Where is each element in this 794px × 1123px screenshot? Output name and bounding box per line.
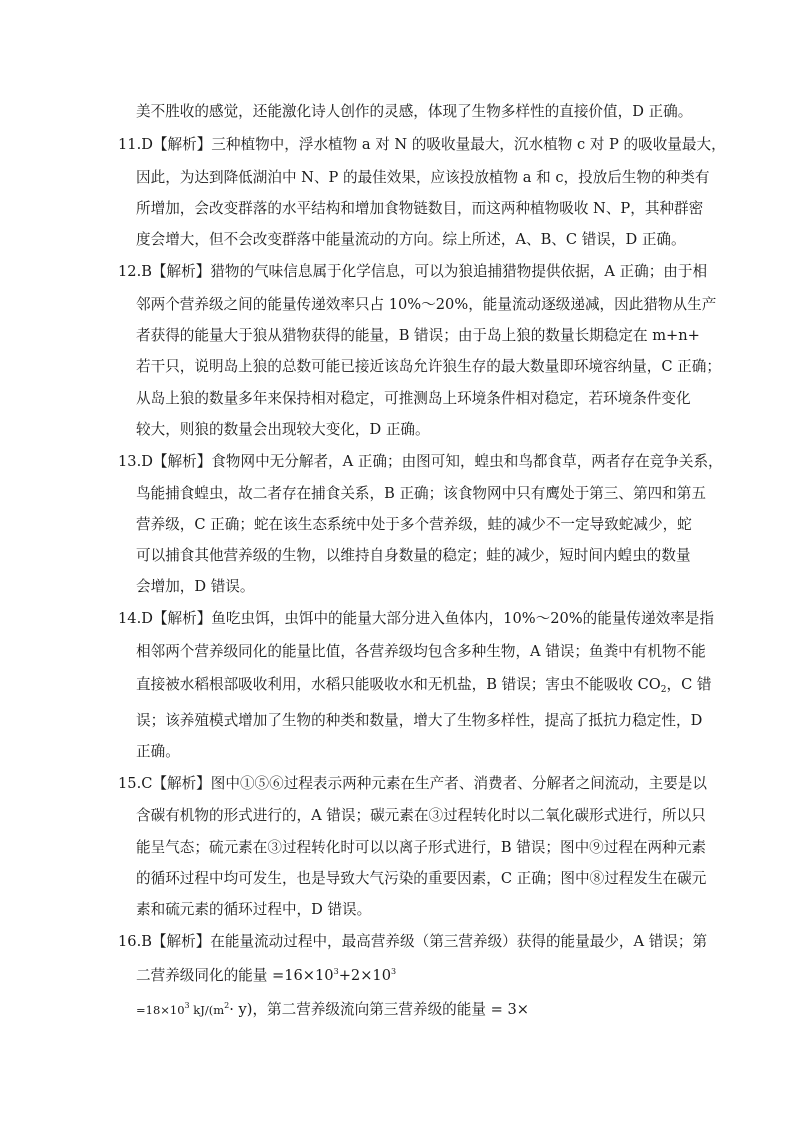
text-line: 误；该养殖模式增加了生物的种类和数量，增大了生物多样性，提高了抵抗力稳定性，D	[136, 712, 703, 729]
superscript-2: 2	[224, 1001, 230, 1010]
text-line: 若干只，说明岛上狼的总数可能已接近该岛允许狼生存的最大数量即环境容纳量，C 正确；	[136, 358, 721, 375]
text-line: 素和硫元素的循环过程中，D 错误。	[136, 901, 372, 918]
answer-13-line: 13.D【解析】食物网中无分解者，A 正确；由图可知，蝗虫和鸟都食草，两者存在竞争关系，	[118, 453, 723, 470]
text-line: 可以捕食其他营养级的生物，以维持自身数量的稳定；蛙的减少，短时间内蝗虫的数量	[136, 547, 691, 564]
superscript-3: 3	[391, 967, 397, 976]
text-line: 相邻两个营养级同化的能量比值，各营养级均包含多种生物，A 错误；鱼粪中有机物不能	[136, 643, 706, 660]
answer-15-line: 15.C【解析】图中①⑤⑥过程表示两种元素在生产者、消费者、分解者之间流动，主要是以	[118, 775, 707, 792]
answer-12-line: 12.B【解析】猎物的气味信息属于化学信息，可以为狼追捕猎物提供依据，A 正确；由于相	[118, 263, 708, 280]
text-line: 度会增大，但不会改变群落中能量流动的方向。综上所述，A、B、C 错误，D 正确。	[136, 231, 686, 248]
text-line: 美不胜收的感觉，还能激化诗人创作的灵感，体现了生物多样性的直接价值，D 正确。	[136, 103, 693, 120]
text-line: 营养级，C 正确；蛇在该生态系统中处于多个营养级，蛙的减少不一定导致蛇减少，蛇	[136, 516, 692, 533]
text-line: 的循环过程中均可发生，也是导致大气污染的重要因素，C 正确；图中⑧过程发生在碳元	[136, 870, 707, 887]
text-line: 鸟能捕食蝗虫，故二者存在捕食关系，B 正确；该食物网中只有鹰处于第三、第四和第五	[136, 485, 706, 502]
answer-11-line: 11.D【解析】三种植物中，浮水植物 a 对 N 的吸收量最大，沉水植物 c 对 P 的吸收量最大，	[118, 136, 726, 153]
text-line-co2: 直接被水稻根部吸收利用，水稻只能吸收水和无机盐，B 错误；害虫不能吸收 $CO_2$，C 错	[136, 676, 712, 695]
text-line: 会增加，D 错误。	[136, 578, 255, 595]
text-line: 含碳有机物的形式进行的，A 错误；碳元素在③过程转化时以二氧化碳形式进行，所以只	[136, 807, 706, 824]
superscript-3: 3	[184, 1001, 190, 1010]
formula-line: $=18\times 10^3$ $kJ/(m^2\cdot y)$，第二营养级流向第三营养级的能量 = 3×	[136, 1001, 529, 1018]
answer-16-line: 16.B【解析】在能量流动过程中，最高营养级（第三营养级）获得的能量最少，A 错误；第	[118, 933, 708, 950]
text-line: 者获得的能量大于狼从猎物获得的能量，B 错误；由于岛上狼的数量长期稳定在 m+n+	[136, 327, 700, 344]
text-line: 所增加，会改变群落的水平结构和增加食物链数目，而这两种植物吸收 N、P，其种群密	[136, 200, 704, 217]
text-line: 较大，则狼的数量会出现较大变化，D 正确。	[136, 421, 430, 438]
text-line: 因此，为达到降低湖泊中 N、P 的最佳效果，应该投放植物 a 和 c，投放后生物的种类有	[136, 169, 710, 186]
text-line: 能呈气态；硫元素在③过程转化时可以以离子形式进行，B 错误；图中⑨过程在两种元素	[136, 839, 706, 856]
text-line: 正确。	[136, 743, 180, 760]
text-line: 从岛上狼的数量多年来保持相对稳定，可推测岛上环境条件相对稳定，若环境条件变化	[136, 390, 691, 407]
answer-14-line: 14.D【解析】鱼吃虫饵，虫饵中的能量大部分进入鱼体内，10%～20%的能量传递效率是指	[118, 610, 714, 627]
superscript-3: 3	[333, 967, 339, 976]
subscript-2: 2	[660, 685, 667, 695]
text-line: 邻两个营养级之间的能量传递效率只占 10%～20%，能量流动逐级递减，因此猎物从生产	[136, 296, 717, 313]
formula-line: 二营养级同化的能量 $=16\times 10^3+2\times 10^3$	[136, 967, 397, 984]
